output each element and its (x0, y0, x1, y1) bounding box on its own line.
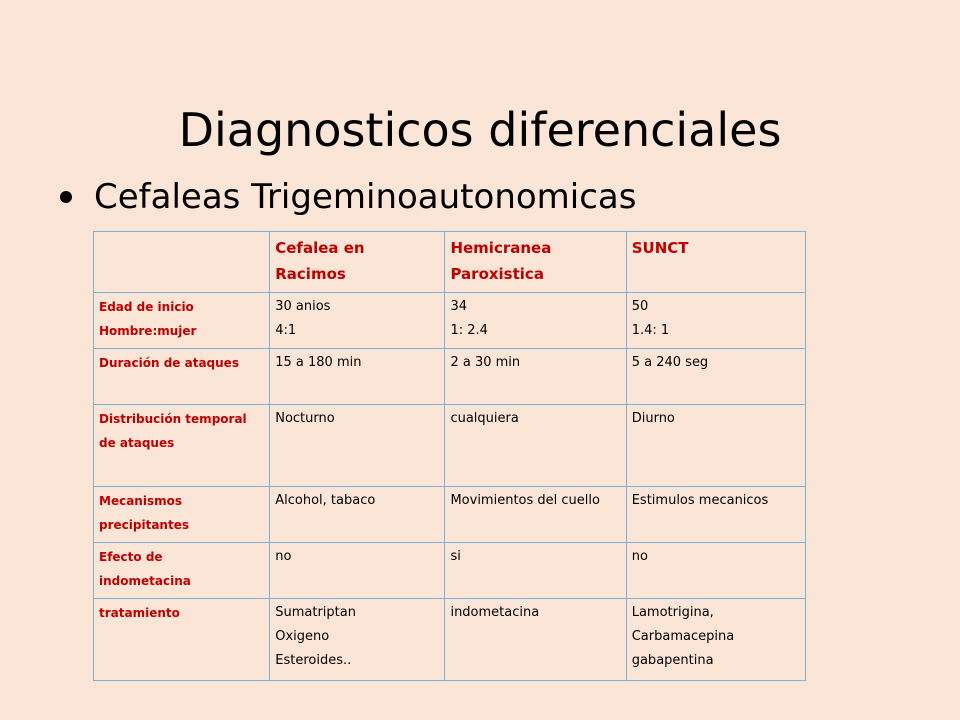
header-cell-empty (94, 232, 270, 293)
row-label (94, 543, 270, 599)
row-label-line: Distribución temporal (99, 412, 247, 426)
row-label-line: de ataques (99, 436, 175, 450)
table-cell (445, 349, 626, 405)
header-line: Hemicranea (450, 239, 552, 257)
cell-line: 4:1 (275, 323, 297, 338)
table-cell (445, 293, 626, 349)
cell-line: Lamotrigina, (631, 605, 714, 620)
row-label-line: indometacina (99, 574, 191, 588)
table-row (94, 293, 806, 349)
cell-line: 30 anios (275, 299, 331, 314)
header-cell-sunct (626, 232, 805, 293)
table-cell (270, 405, 445, 487)
table-cell (626, 293, 805, 349)
cell-line: 50 (631, 299, 649, 314)
bullet-item (60, 170, 636, 224)
cell-line: 15 a 180 min (275, 355, 362, 370)
row-label-line: Edad de inicio (99, 300, 194, 314)
cell-line: cualquiera (450, 411, 519, 426)
table-cell (445, 599, 626, 681)
header-line: Cefalea en (275, 239, 365, 257)
cell-line: Alcohol, tabaco (275, 493, 376, 508)
slide-title: Diagnosticos diferenciales (178, 103, 782, 157)
table-cell (626, 599, 805, 681)
row-label-line: Duración de ataques (99, 356, 239, 370)
cell-line: Oxigeno (275, 629, 330, 644)
row-label (94, 405, 270, 487)
table-cell (270, 349, 445, 405)
cell-line: Movimientos del cuello (450, 493, 600, 508)
table-cell (626, 349, 805, 405)
header-line: Racimos (275, 265, 346, 283)
row-label-line: precipitantes (99, 518, 189, 532)
header-cell-hemicranea (445, 232, 626, 293)
row-label (94, 349, 270, 405)
cell-line: 1.4: 1 (631, 323, 670, 338)
header-line: SUNCT (631, 239, 689, 257)
table-row (94, 487, 806, 543)
cell-line: 1: 2.4 (450, 323, 488, 338)
cell-line: 2 a 30 min (450, 355, 521, 370)
cell-line: no (275, 549, 292, 564)
row-label-line: Mecanismos (99, 494, 182, 508)
row-label (94, 599, 270, 681)
header-cell-cefalea-racimos (270, 232, 445, 293)
table-cell (626, 543, 805, 599)
table-cell (445, 405, 626, 487)
cell-line: si (450, 549, 461, 564)
table-row (94, 543, 806, 599)
table-cell (626, 487, 805, 543)
table-cell (270, 543, 445, 599)
cell-line: Nocturno (275, 411, 335, 426)
cell-line: gabapentina (631, 653, 714, 668)
cell-line: Estimulos mecanicos (631, 493, 769, 508)
cell-line: 5 a 240 seg (631, 355, 709, 370)
row-label-line: tratamiento (99, 606, 180, 620)
table-cell (626, 405, 805, 487)
table-cell (270, 487, 445, 543)
row-label-line: Hombre:mujer (99, 324, 197, 338)
header-line: Paroxistica (450, 265, 544, 283)
cell-line: Carbamacepina (631, 629, 735, 644)
bullet-dot-icon (60, 191, 72, 203)
table-row (94, 405, 806, 487)
row-label (94, 293, 270, 349)
cell-line: 34 (450, 299, 467, 314)
row-label (94, 487, 270, 543)
cell-line: no (631, 549, 648, 564)
cell-line: Sumatriptan (275, 605, 356, 620)
cell-line: indometacina (450, 605, 540, 620)
table-row (94, 599, 806, 681)
cell-line: Esteroides.. (275, 653, 352, 668)
table-header-row (94, 232, 806, 293)
row-label-line: Efecto de (99, 550, 163, 564)
table-row (94, 349, 806, 405)
table-cell (270, 293, 445, 349)
table-cell (270, 599, 445, 681)
cell-line: Diurno (631, 411, 675, 426)
differential-table (93, 231, 806, 681)
table-cell (445, 487, 626, 543)
table-cell (445, 543, 626, 599)
bullet-text: Cefaleas Trigeminoautonomicas (94, 177, 637, 217)
